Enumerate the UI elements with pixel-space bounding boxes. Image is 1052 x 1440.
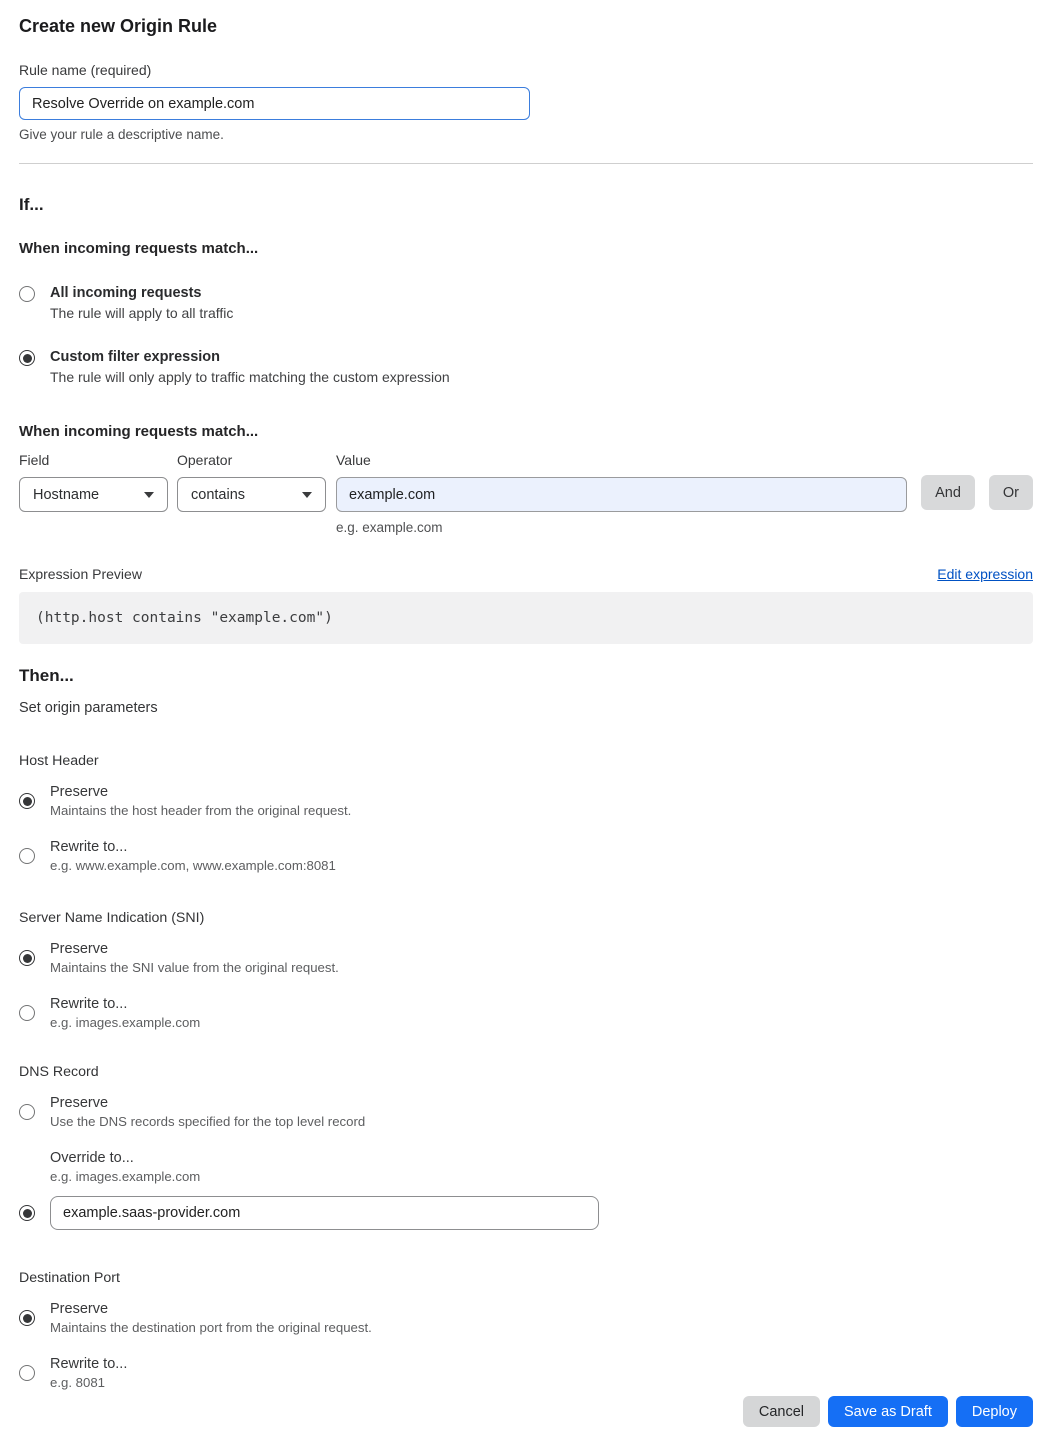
host-header-label: Host Header	[19, 753, 99, 769]
option-texts	[50, 1301, 372, 1335]
dns-record-label: DNS Record	[19, 1064, 99, 1080]
sni-label: Server Name Indication (SNI)	[19, 910, 205, 926]
sni-rewrite-radio[interactable]	[19, 1005, 35, 1021]
value-input[interactable]	[336, 477, 907, 512]
field-select[interactable]	[19, 477, 168, 512]
option-texts	[50, 941, 339, 975]
operator-select[interactable]	[177, 477, 326, 512]
rule-name-label: Rule name (required)	[19, 62, 152, 78]
filter-builder-heading: When incoming requests match...	[19, 423, 259, 440]
operator-select-value: contains	[191, 486, 246, 503]
field-column	[19, 452, 168, 512]
section-divider	[19, 163, 1033, 164]
override-helper: e.g. images.example.com	[50, 1169, 201, 1184]
operator-column	[177, 452, 326, 512]
option-texts	[50, 349, 450, 385]
set-origin-parameters-label: Set origin parameters	[19, 700, 158, 716]
option-label: Preserve	[50, 941, 109, 957]
field-select-value: Hostname	[33, 486, 100, 503]
value-column	[336, 452, 907, 535]
option-label: Rewrite to...	[50, 996, 128, 1012]
dns-override-option	[19, 1150, 1033, 1230]
then-heading: Then...	[19, 666, 74, 685]
rule-name-input[interactable]	[19, 87, 530, 120]
option-description: The rule will apply to all traffic	[50, 305, 234, 321]
option-description: The rule will only apply to traffic matching the custom expression	[50, 369, 450, 385]
host-header-preserve-radio[interactable]	[19, 793, 35, 809]
chevron-down-icon	[302, 492, 312, 498]
match-type-heading: When incoming requests match...	[19, 240, 259, 257]
option-description: e.g. images.example.com	[50, 1015, 201, 1030]
option-texts	[50, 839, 336, 873]
cancel-button[interactable]: Cancel	[743, 1396, 820, 1427]
edit-expression-link[interactable]: Edit expression	[937, 566, 1033, 582]
override-texts	[50, 1150, 1033, 1184]
operator-label: Operator	[177, 452, 233, 468]
value-helper: e.g. example.com	[336, 520, 443, 535]
save-as-draft-button[interactable]: Save as Draft	[828, 1396, 948, 1427]
port-preserve-option[interactable]	[19, 1301, 1033, 1335]
option-description: e.g. www.example.com, www.example.com:8081	[50, 858, 336, 873]
sni-preserve-radio[interactable]	[19, 950, 35, 966]
expression-preview-row	[19, 566, 1033, 582]
option-texts	[50, 996, 200, 1030]
port-rewrite-radio[interactable]	[19, 1365, 35, 1381]
page-title: Create new Origin Rule	[19, 16, 218, 36]
host-header-rewrite-option[interactable]	[19, 839, 1033, 873]
option-label: Preserve	[50, 1301, 109, 1317]
option-all-incoming-requests[interactable]	[19, 285, 1033, 321]
dns-override-radio[interactable]	[19, 1205, 35, 1221]
expression-preview-label: Expression Preview	[19, 566, 142, 582]
sni-preserve-option[interactable]	[19, 941, 1033, 975]
if-heading: If...	[19, 195, 44, 214]
option-description: e.g. 8081	[50, 1375, 105, 1390]
option-description: Maintains the SNI value from the original request.	[50, 960, 339, 975]
option-label: Rewrite to...	[50, 1356, 128, 1372]
footer-actions	[19, 1396, 1033, 1427]
option-texts	[50, 1356, 127, 1390]
option-description: Use the DNS records specified for the top level record	[50, 1114, 366, 1129]
deploy-button[interactable]: Deploy	[956, 1396, 1033, 1427]
host-header-rewrite-radio[interactable]	[19, 848, 35, 864]
option-custom-filter-expression[interactable]	[19, 349, 1033, 385]
value-label: Value	[336, 452, 371, 468]
or-button[interactable]: Or	[989, 475, 1033, 510]
override-label: Override to...	[50, 1150, 134, 1166]
rule-name-helper: Give your rule a descriptive name.	[19, 127, 224, 142]
dns-override-input[interactable]	[50, 1196, 599, 1230]
dns-preserve-radio[interactable]	[19, 1104, 35, 1120]
expression-preview-box: (http.host contains "example.com")	[19, 592, 1033, 644]
option-label: Rewrite to...	[50, 839, 128, 855]
destination-port-label: Destination Port	[19, 1270, 120, 1286]
option-label: Custom filter expression	[50, 349, 221, 365]
option-label: All incoming requests	[50, 285, 202, 301]
override-input-row	[19, 1196, 1033, 1230]
option-label: Preserve	[50, 1095, 109, 1111]
field-label: Field	[19, 452, 50, 468]
host-header-preserve-option[interactable]	[19, 784, 1033, 818]
custom-filter-expression-radio[interactable]	[19, 350, 35, 366]
option-texts	[50, 1095, 365, 1129]
all-incoming-requests-radio[interactable]	[19, 286, 35, 302]
option-texts	[50, 784, 351, 818]
chevron-down-icon	[144, 492, 154, 498]
filter-expression-row	[19, 452, 1033, 535]
option-description: Maintains the destination port from the original request.	[50, 1320, 372, 1335]
and-button[interactable]: And	[921, 475, 975, 510]
port-rewrite-option[interactable]	[19, 1356, 1033, 1390]
option-texts	[50, 285, 233, 321]
dns-preserve-option[interactable]	[19, 1095, 1033, 1129]
port-preserve-radio[interactable]	[19, 1310, 35, 1326]
option-label: Preserve	[50, 784, 109, 800]
sni-rewrite-option[interactable]	[19, 996, 1033, 1030]
option-description: Maintains the host header from the original request.	[50, 803, 352, 818]
